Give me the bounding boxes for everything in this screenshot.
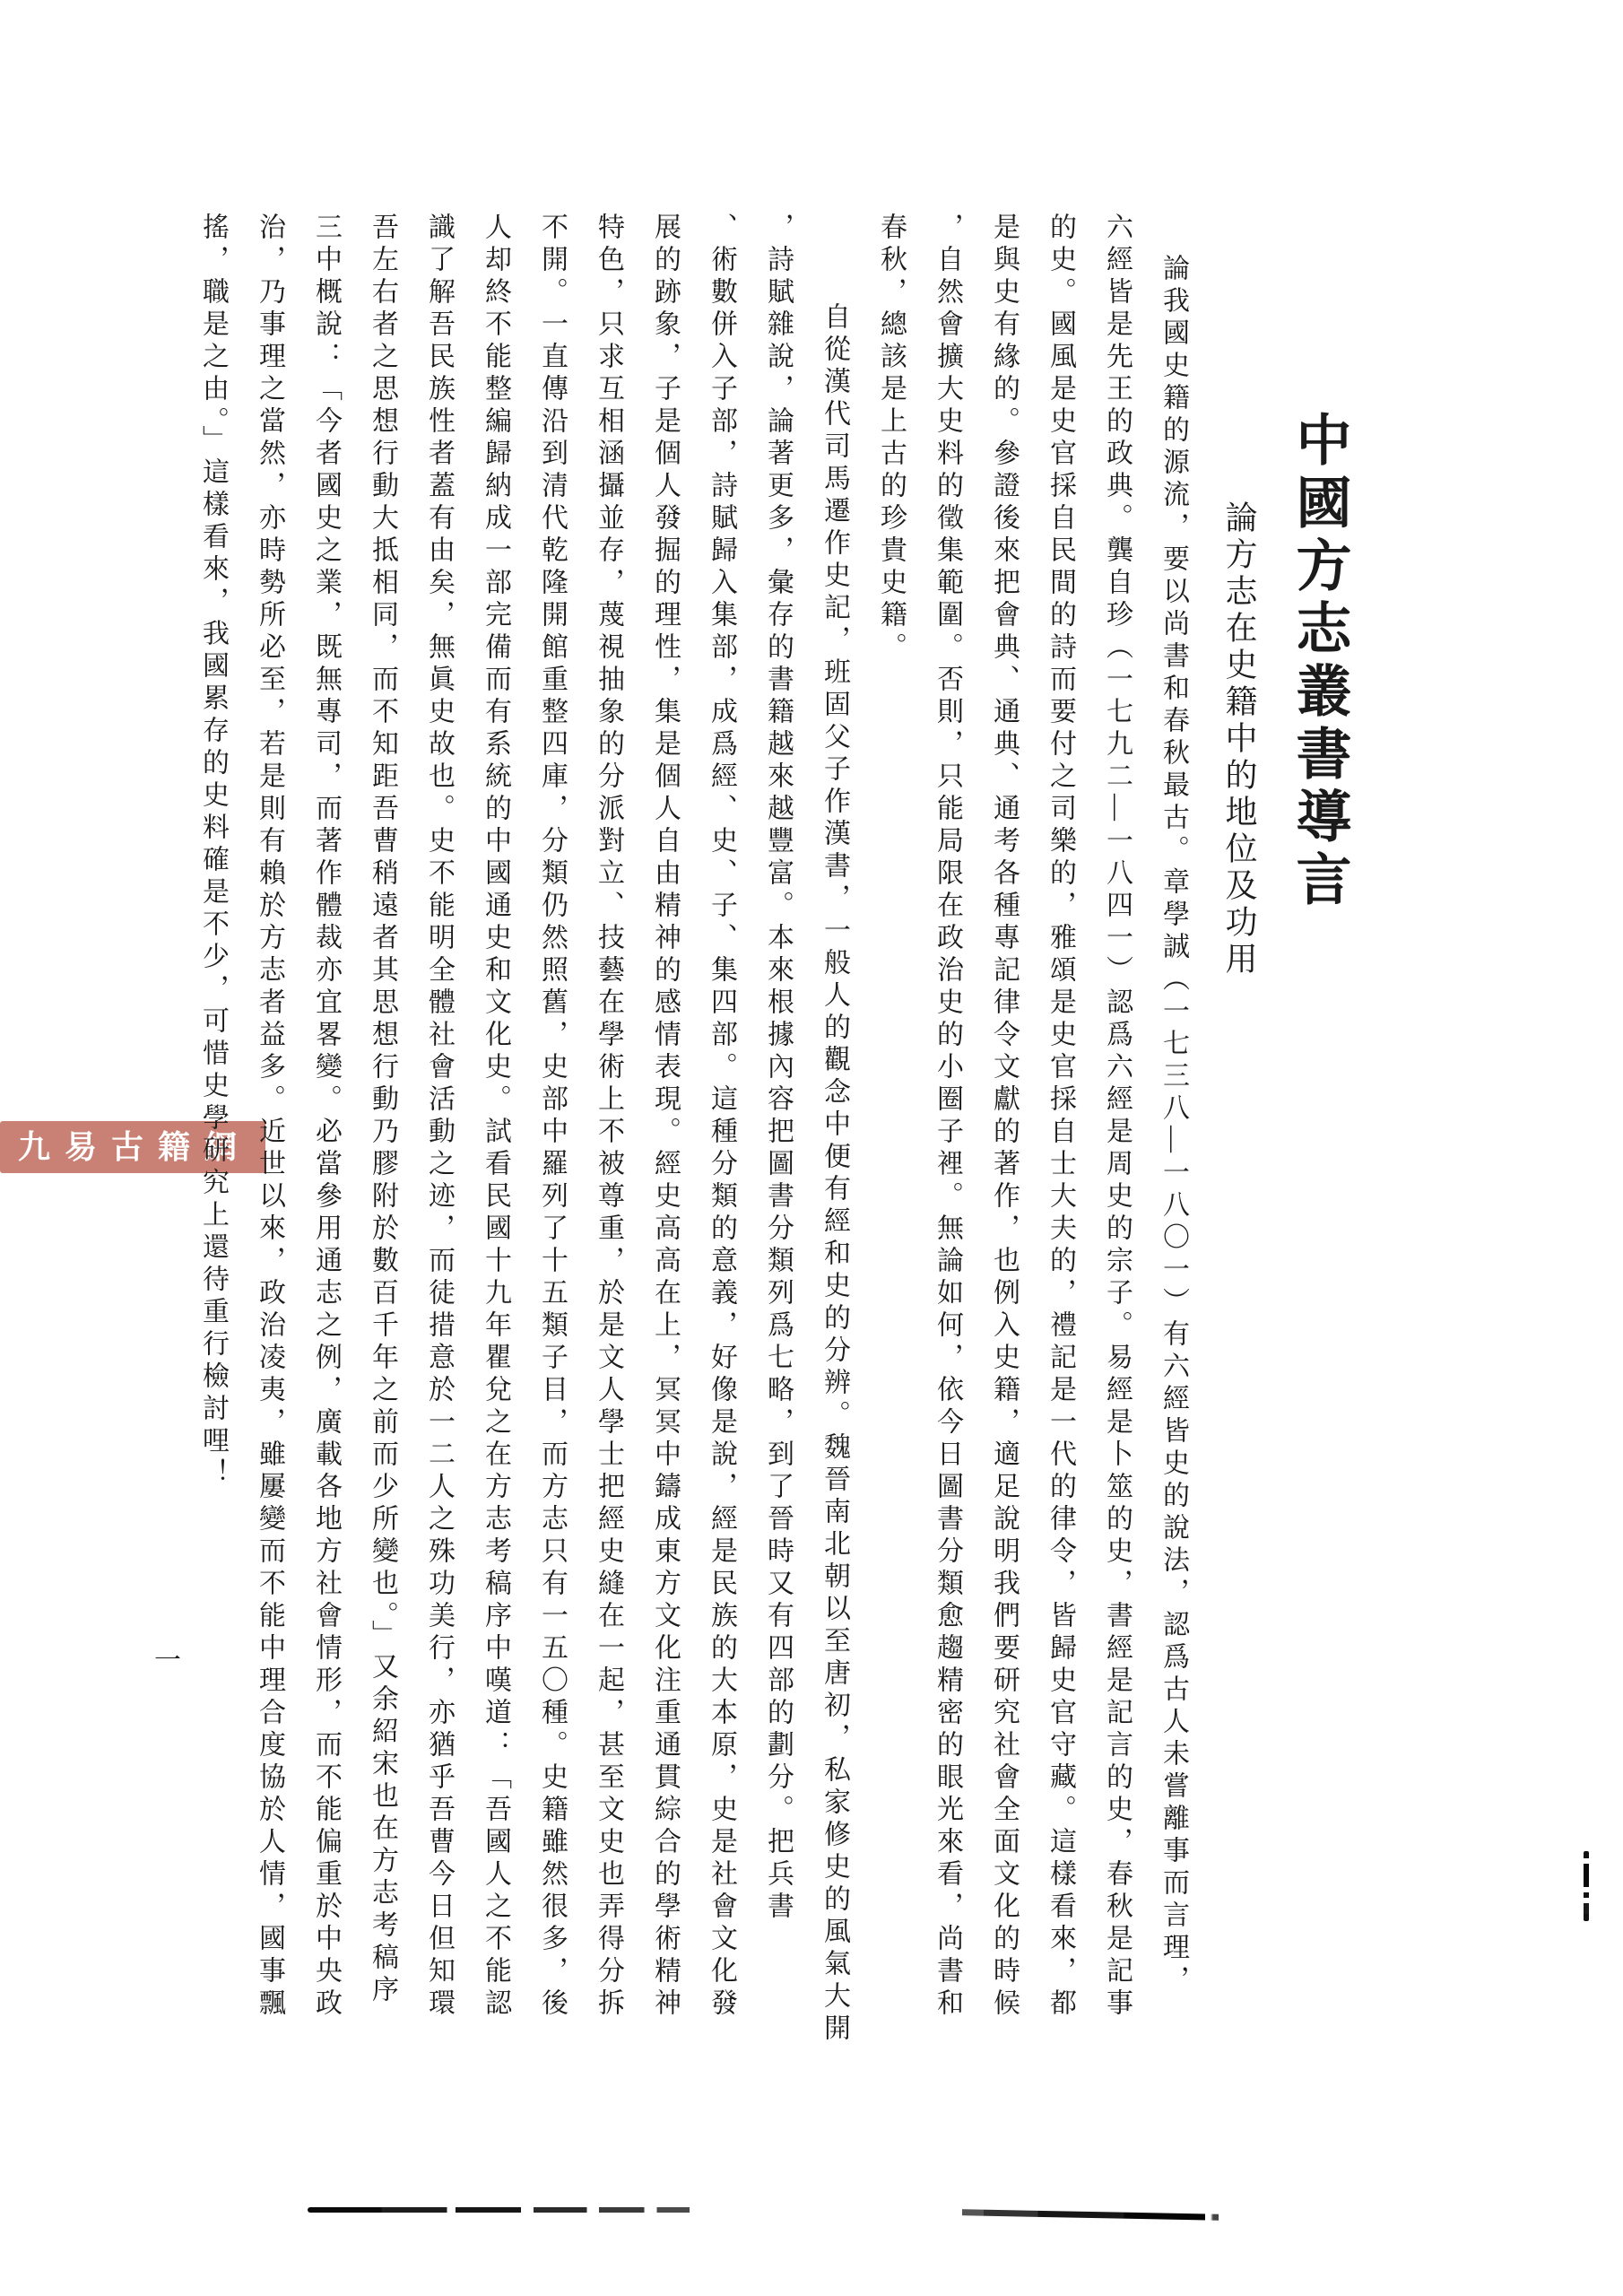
text-column: 展的跡象，子是個人發掘的理性，集是個人自由精神的感情表現。經史高高在上，冥冥中鑄成東方文化注重通貫綜合的學術精神	[650, 213, 680, 2021]
text-column: 的史。國風是史官採自民間的詩而要付之司樂的，雅頌是史官採自士大夫的，禮記是一代的律令，皆歸史官守藏。這樣看來，都	[1046, 213, 1075, 2021]
text-column: 人却終不能整編歸納成一部完備而有系統的中國通史和文化史。試看民國十九年瞿兌之在方志考稿序中嘆道：「吾國人之不能認	[481, 213, 510, 2021]
text-column: 春秋，總該是上古的珍貴史籍。	[876, 213, 906, 665]
text-column: 論我國史籍的源流，要以尚書和春秋最古。章學誠（一七三八—一八〇一）有六經皆史的說法，認爲古人未嘗離事而言理，	[1159, 254, 1188, 1997]
chapter-subtitle: 論方志在史籍中的地位及功用	[1221, 500, 1257, 978]
text-column: 吾左右者之思想行動大抵相同，而不知距吾曹稍遠者其思想行動乃膠附於數百千年之前而少所變也。」又余紹宋也在方志考稿序	[368, 213, 397, 2007]
text-column: 三中概說：「今者國史之業，既無專司，而著作體裁亦宜畧變。必當參用通志之例，廣載各地方社會情形，而不能偏重於中央政	[311, 213, 341, 2021]
text-column: ，詩賦雜說，論著更多，彙存的書籍越來越豐富。本來根據內容把圖書分類列爲七略，到了晉時又有四部的劃分。把兵書	[763, 213, 793, 1924]
text-column: 特色，只求互相涵攝並存，蔑視抽象的分派對立、技藝在學術上不被尊重，於是文人學士把經史縫在一起，甚至文史也弄得分拆	[594, 213, 623, 2021]
text-column: 自從漢代司馬遷作史記，班固父子作漢書，一般人的觀念中便有經和史的分辨。魏晉南北朝以至唐初，私家修史的風氣大開	[820, 302, 849, 2046]
scan-crease-line-right	[957, 2209, 1227, 2221]
text-column: 搖，職是之由。」這樣看來，我國累存的史料確是不少，可惜史學研究上還待重行檢討哩！	[198, 213, 228, 1491]
watermark-badge: 九易古籍網	[0, 1121, 265, 1173]
page-number: 一	[154, 1646, 181, 1675]
text-column: 六經皆是先王的政典。龔自珍（一七九二—一八四一）認爲六經是周史的宗子。易經是卜筮的史，書經是記言的史，春秋是記事	[1102, 213, 1132, 2021]
scan-crease-line-left	[308, 2207, 718, 2213]
book-title: 中國方志叢書導言	[1288, 411, 1349, 913]
text-column: 治，乃事理之當然，亦時勢所必至，若是則有賴於方志者益多。近世以來，政治凌夷，雖屢變而不能中理合度協於人情，國事飄	[255, 213, 284, 2021]
text-column: 是與史有緣的。參證後來把會典、通典、通考各種專記律令文獻的著作，也例入史籍，適足說明我們要研究社會全面文化的時候	[989, 213, 1019, 2021]
scan-ink-mark	[1584, 1851, 1589, 1921]
text-column: 識了解吾民族性者蓋有由矣，無眞史故也。史不能明全體社會活動之迹，而徒措意於一二人之殊功美行，亦猶乎吾曹今日但知環	[424, 213, 454, 2021]
text-column: ，自然會擴大史料的徵集範圍。否則，只能局限在政治史的小圈子裡。無論如何，依今日圖書分類愈趨精密的眼光來看，尚書和	[933, 213, 962, 2021]
text-column: 、術數併入子部，詩賦歸入集部，成爲經、史、子、集四部。這種分類的意義，好像是說，經是民族的大本原，史是社會文化發	[707, 213, 736, 2021]
text-block	[185, 213, 1359, 2046]
text-column: 不開。一直傳沿到清代乾隆開館重整四庫，分類仍然照舊，史部中羅列了十五類子目，而方志只有一五〇種。史籍雖然很多，後	[537, 213, 567, 2021]
